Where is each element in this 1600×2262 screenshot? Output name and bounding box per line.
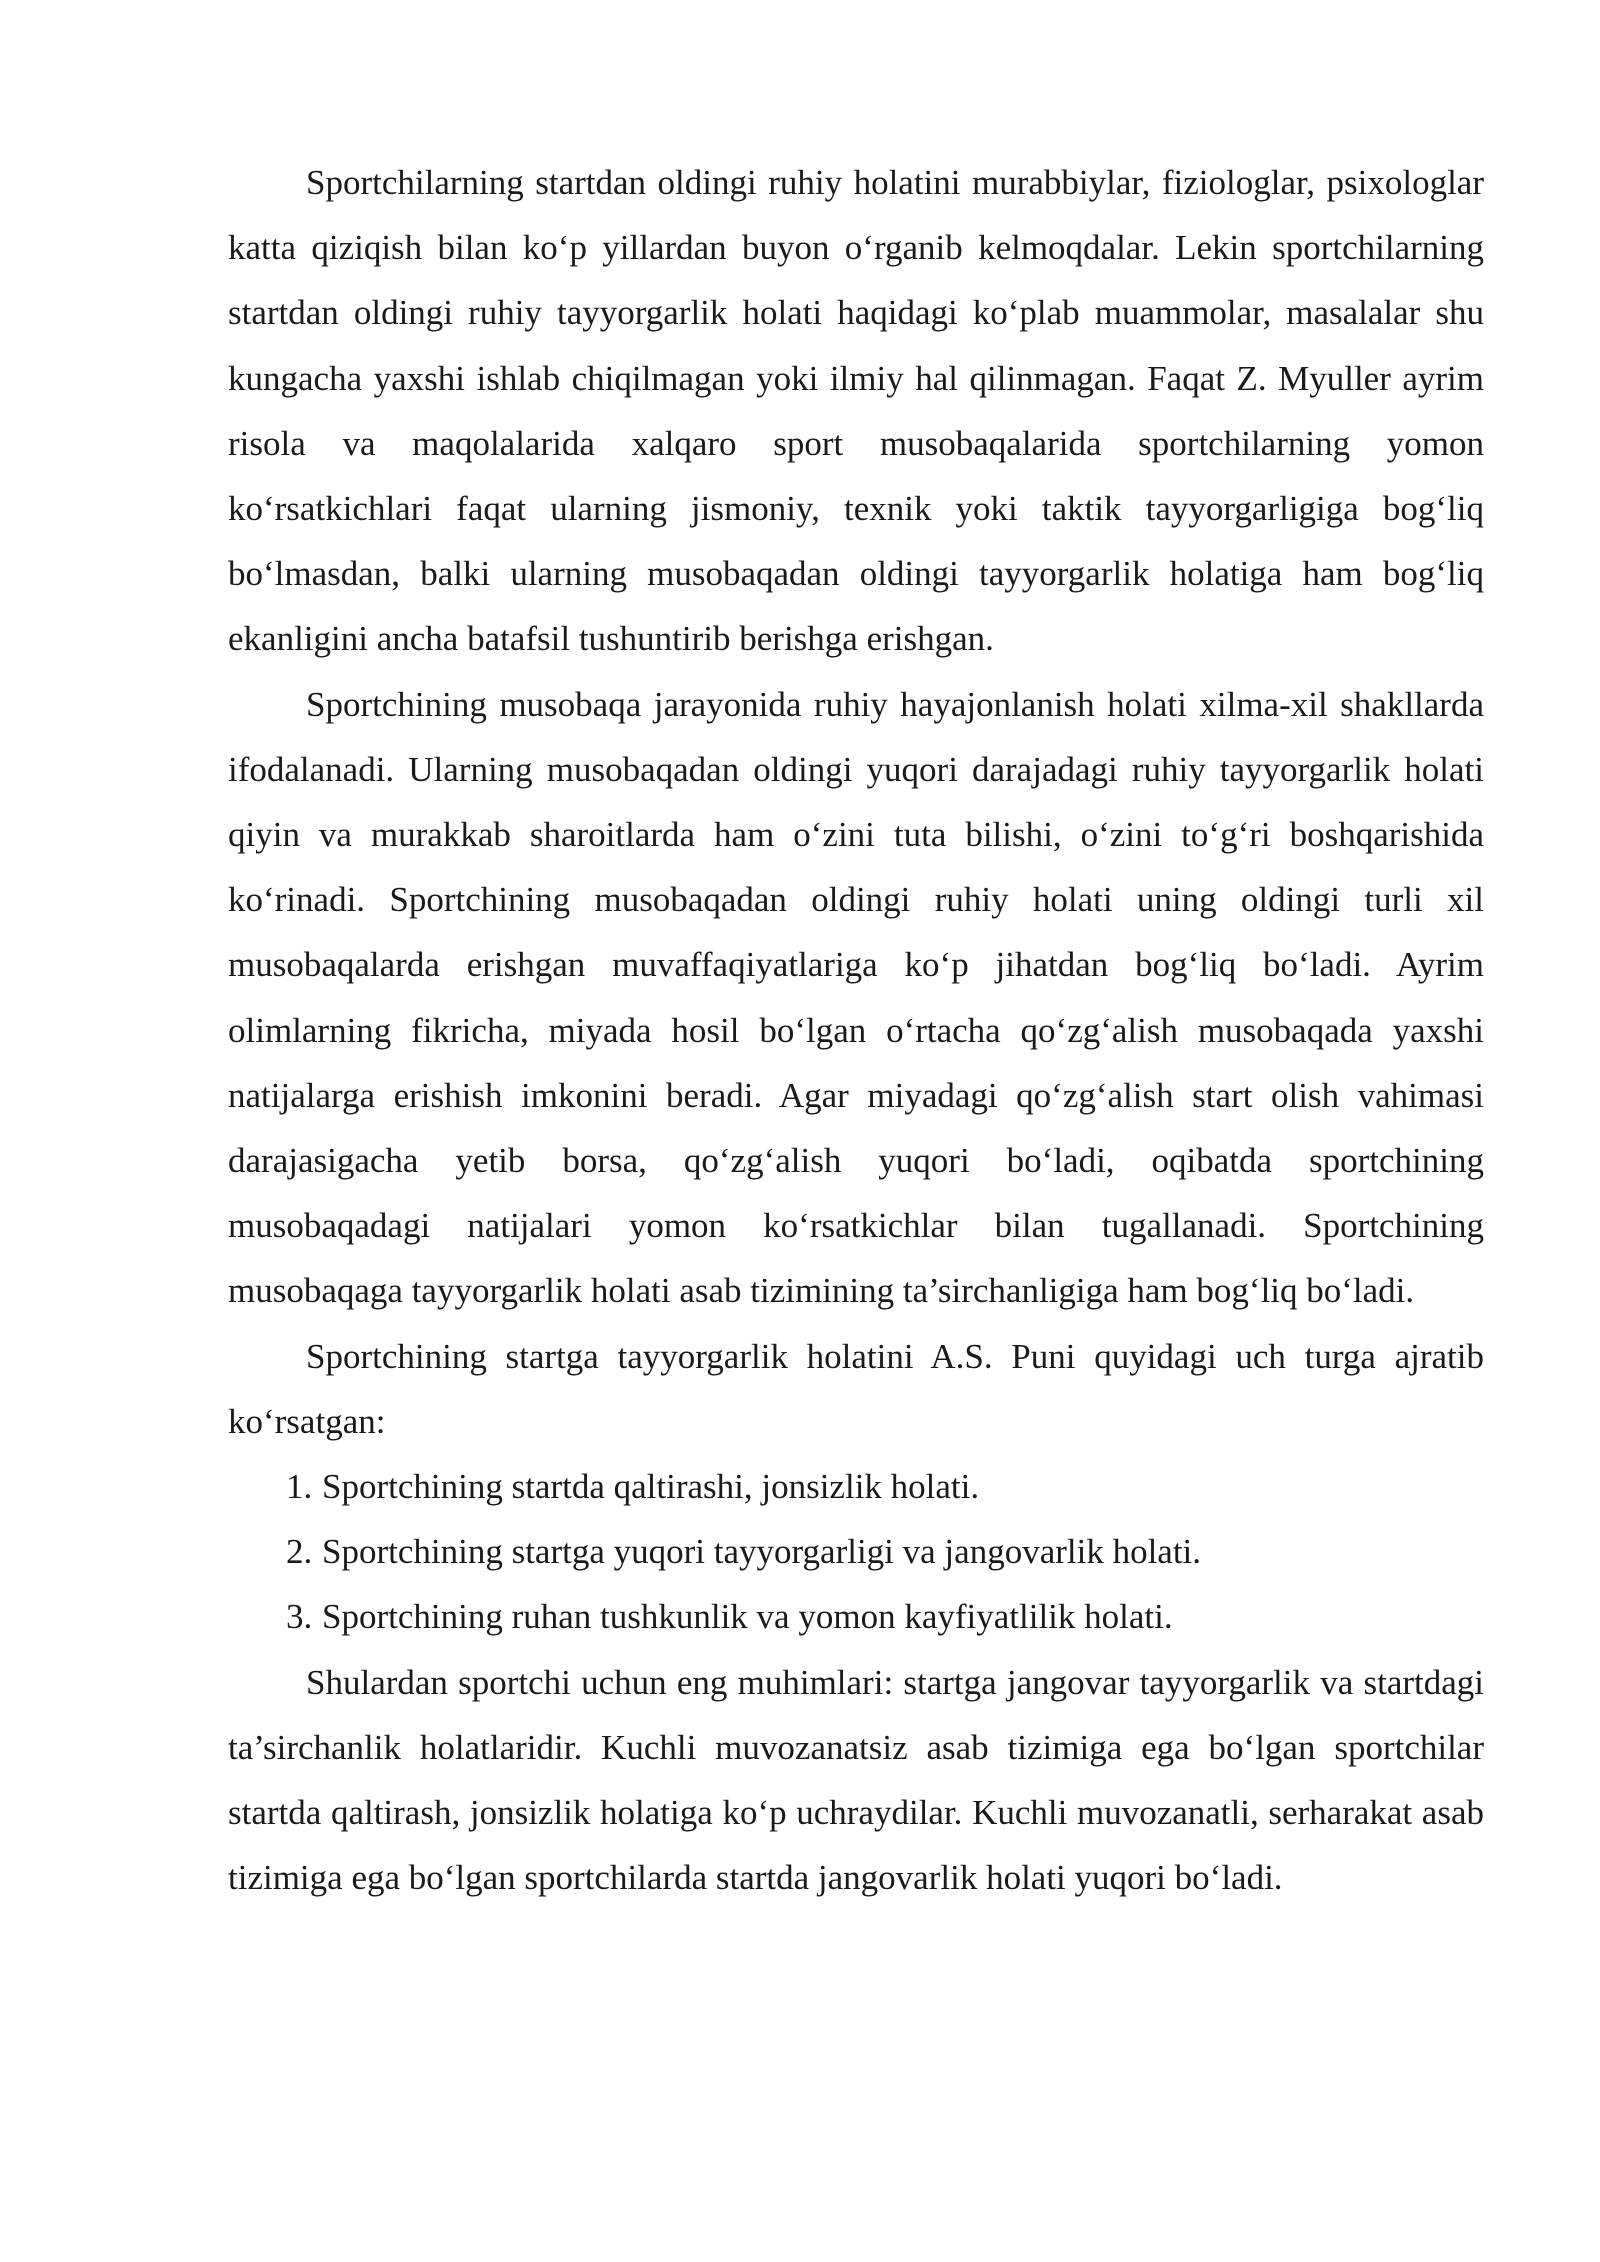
list-item-text: Sportchining startga yuqori tayyorgarligi va jangovarlik holati. — [322, 1532, 1202, 1572]
list-item-number: 2. — [286, 1532, 313, 1572]
paragraph: Sportchilarning startdan oldingi ruhiy holatini murabbiylar, fiziologlar, psixologlar katta qiziqish bilan ko‘p yillardan buyon o‘rganib kelmoqdalar. Lekin sportchilarning startdan oldingi ruhiy tayyorgarlik holati haqidagi ko‘plab muammolar, masalalar shu kungacha yaxshi ishlab chiqilmagan yoki ilmiy hal qilinmagan. Faqat Z. Myuller ayrim risola va maqolalarida xalqaro sport musobaqalarida sportchilarning yomon ko‘rsatkichlari faqat ularning jismoniy, texnik yoki taktik tayyorgarligiga bog‘liq bo‘lmasdan, balki ularning musobaqadan oldingi tayyorgarlik holatiga ham bog‘liq ekanligini ancha batafsil tushuntirib berishga erishgan. — [228, 163, 1484, 659]
list-item-text: Sportchining ruhan tushkunlik va yomon kayfiyatlilik holati. — [322, 1597, 1173, 1637]
numbered-list — [228, 1454, 1484, 1650]
list-item-number: 1. — [286, 1467, 313, 1507]
paragraph: Sportchining startga tayyorgarlik holatini A.S. Puni quyidagi uch turga ajratib ko‘rsatgan: — [228, 1336, 1484, 1441]
list-item — [228, 1519, 1484, 1584]
list-item — [228, 1584, 1484, 1649]
paragraph: Sportchining musobaqa jarayonida ruhiy hayajonlanish holati xilma-xil shakllarda ifodalanadi. Ularning musobaqadan oldingi yuqori darajadagi ruhiy tayyorgarlik holati qiyin va murakkab sharoitlarda ham o‘zini tuta bilishi, o‘zini to‘g‘ri boshqarishida ko‘rinadi. Sportchining musobaqadan oldingi ruhiy holati uning oldingi turli xil musobaqalarda erishgan muvaffaqiyatlariga ko‘p jihatdan bog‘liq bo‘ladi. Ayrim olimlarning fikricha, miyada hosil bo‘lgan o‘rtacha qo‘zg‘alish musobaqada yaxshi natijalarga erishish imkonini beradi. Agar miyadagi qo‘zg‘alish start olish vahimasi darajasigacha yetib borsa, qo‘zg‘alish yuqori bo‘ladi, oqibatda sportchining musobaqadagi natijalari yomon ko‘rsatkichlar bilan tugallanadi. Sportchining musobaqaga tayyorgarlik holati asab tizimining ta’sirchanligiga ham bog‘liq bo‘ladi. — [228, 684, 1484, 1311]
list-item — [228, 1454, 1484, 1519]
document-page — [228, 150, 1484, 1910]
list-item-number: 3. — [286, 1597, 313, 1637]
list-item-text: Sportchining startda qaltirashi, jonsizlik holati. — [322, 1467, 980, 1507]
paragraph: Shulardan sportchi uchun eng muhimlari: startga jangovar tayyorgarlik va startdagi ta’sirchanlik holatlaridir. Kuchli muvozanatsiz asab tizimiga ega bo‘lgan sportchilar startda qaltirash, jonsizlik holatiga ko‘p uchraydilar. Kuchli muvozanatli, serharakat asab tizimiga ega bo‘lgan sportchilarda startda jangovarlik holati yuqori bo‘ladi. — [228, 1662, 1484, 1898]
